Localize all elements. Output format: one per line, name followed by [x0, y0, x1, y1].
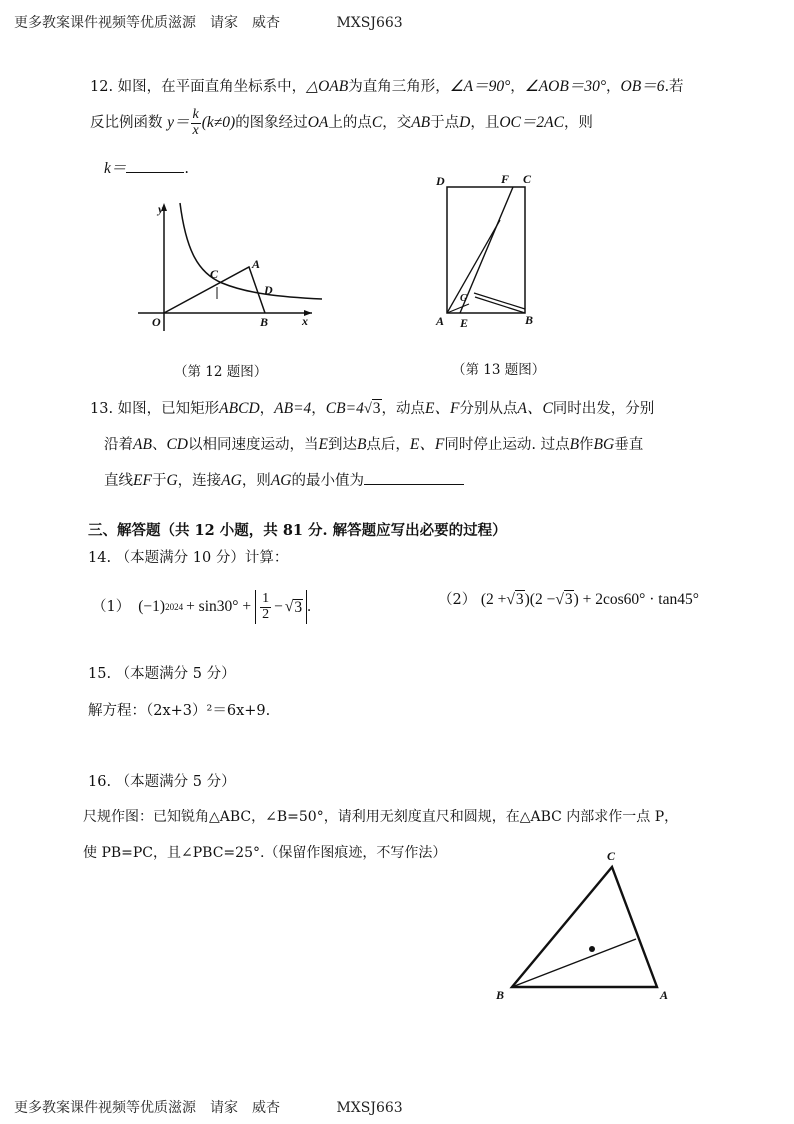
footer-code: MXSJ663 [336, 1100, 403, 1116]
label-d: D [264, 283, 273, 297]
q12-text: ，交 [382, 115, 412, 132]
label-a: A [252, 257, 261, 271]
hyperbola-curve [180, 203, 322, 299]
q14-title: 14. （本题满分 10 分）计算： [88, 550, 289, 566]
q13-text: 点后， [366, 437, 410, 453]
q14-math: . [307, 598, 311, 616]
header-code: MXSJ663 [336, 15, 403, 31]
q13-text: 同时停止运动. 过点 [444, 437, 570, 453]
label-c: C [607, 849, 616, 863]
q13-math: A、C [517, 400, 553, 417]
q13-math: EF [133, 472, 152, 489]
line-bg-1 [475, 297, 525, 313]
frac-numerator: 1 [262, 590, 270, 606]
q12-answer-blank[interactable] [126, 172, 184, 173]
q12-text: ，则 [563, 115, 593, 132]
label-f: F [501, 172, 510, 186]
q12-text: ，且 [470, 115, 500, 132]
q13-text: 分别从点 [459, 401, 518, 417]
q12-math: OA [307, 114, 329, 132]
q14-exponent: 2024 [165, 601, 184, 612]
section-3-title: 三、解答题（共 12 小题，共 81 分. 解答题应写出必要的过程） [88, 522, 507, 539]
label-c: C [210, 267, 219, 281]
q14-math: (−1) [138, 598, 166, 616]
q13-math: CB=4 [325, 400, 364, 417]
q14-sqrt: 3 [564, 591, 573, 608]
q13-text: 沿着 [104, 437, 133, 453]
q13-line3 [104, 473, 464, 489]
q13-line2 [104, 437, 643, 453]
q13-text: 于 [151, 473, 167, 489]
q12-line2 [90, 108, 593, 138]
label-a: A [660, 988, 669, 1002]
figure-13 [430, 172, 542, 332]
q13-math: G [166, 472, 178, 489]
q14-part2: （2） (2 +√3)(2 −√3) + 2cos60° · tan45° [438, 591, 699, 608]
line-ef [460, 187, 513, 313]
q14-absolute-value: $\frac{1}{2}$ − √ 3 [255, 590, 307, 624]
q14-part2-label: （2） [438, 592, 477, 608]
figure-12 [128, 195, 328, 335]
construction-point [589, 946, 595, 952]
q12-text: 反比例函数 [90, 115, 163, 132]
q14-sqrt: 3 [515, 591, 524, 608]
q13-text: 作 [579, 437, 594, 453]
q14-math: )(2 − [524, 591, 556, 608]
page-header [14, 12, 403, 32]
label-d: D [436, 174, 445, 188]
label-b: B [525, 313, 534, 327]
frac-numerator: k [192, 107, 199, 122]
q13-number: 13. [90, 401, 114, 417]
q13-math: AB [133, 436, 152, 453]
q12-math: y＝ [167, 114, 190, 132]
q12-math: k＝ [104, 160, 127, 177]
q13-math: AG [270, 472, 292, 489]
q15-title: 15. （本题满分 5 分） [88, 666, 236, 682]
q12-text: 为直角三角形， [348, 79, 450, 95]
q14-math: (2 + [480, 591, 507, 608]
figure-13-caption: （第 13 题图） [452, 362, 546, 378]
q13-text: 的最小值为 [291, 473, 364, 489]
q16-line1: 尺规作图：已知锐角△ABC，∠B=50°，请利用无刻度直尺和圆规，在△ABC 内部求作一点 P， [83, 809, 679, 825]
q14-math: ) + 2cos60° · tan45° [573, 591, 699, 608]
q13-math: E [318, 436, 328, 453]
q12-text: 的图象经过 [235, 115, 308, 132]
line-bg-2 [474, 293, 525, 309]
q12-math: ∠AOB＝30° [524, 78, 607, 95]
q13-math: E、F [425, 400, 460, 417]
q13-math: ABCD [219, 400, 260, 417]
label-b: B [496, 988, 505, 1002]
q13-math: CD [166, 436, 188, 453]
q13-sqrt: 3 [372, 400, 381, 417]
q12-math: D [459, 114, 471, 132]
q12-text: 上的点 [328, 115, 372, 132]
q16-line2: 使 PB=PC，且∠PBC=25°.（保留作图痕迹，不写作法） [83, 845, 447, 861]
q13-text: ，则 [241, 473, 271, 489]
q12-math: ∠A＝90° [449, 78, 511, 95]
label-y: y [158, 202, 164, 216]
q13-math: E、F [409, 436, 445, 453]
triangle-abc [512, 867, 657, 987]
frac-denominator: 2 [262, 606, 270, 622]
q14-math: − [274, 598, 283, 616]
label-x: x [302, 314, 308, 328]
q13-math: B [569, 436, 580, 453]
q13-line1: 13. 如图，已知矩形ABCD，AB=4，CB=4√3，动点E、F分别从点A、C同时出发，分别 [90, 400, 655, 417]
q12-math: AB [411, 114, 431, 132]
q12-text: .若 [664, 79, 684, 95]
q13-math: B [356, 436, 367, 453]
q12-math: (k≠0) [201, 114, 236, 132]
q12-line1: 12. 如图，在平面直角坐标系中，△OAB为直角三角形，∠A＝90°，∠AOB＝30°，OB＝6.若 [90, 78, 684, 95]
q13-text: 同时出发，分别 [552, 401, 655, 417]
figure-12-caption: （第 12 题图） [174, 364, 268, 380]
label-o: O [152, 315, 161, 329]
q12-text: 于点 [430, 115, 460, 132]
q12-math: △OAB [306, 78, 349, 95]
q13-text: 到达 [327, 437, 357, 453]
q12-math: C [371, 114, 383, 132]
label-b: B [260, 315, 269, 329]
figure-16 [490, 846, 680, 1006]
page-footer [14, 1097, 403, 1117]
q13-math: BG [593, 436, 615, 453]
q12-text: . [184, 161, 189, 177]
label-a: A [436, 314, 445, 328]
q13-text: 以相同速度运动，当 [187, 437, 319, 453]
q14-part1 [92, 590, 311, 624]
q14-part1-label: （1） [92, 598, 131, 615]
q13-text: 直线 [104, 473, 133, 489]
q12-math: OB＝6 [620, 78, 665, 95]
q13-answer-blank[interactable] [364, 484, 464, 485]
q13-text: ，动点 [381, 401, 426, 417]
q16-title: 16. （本题满分 5 分） [88, 774, 236, 790]
label-g: G [460, 293, 468, 304]
q13-math: AB=4 [274, 400, 312, 417]
q13-text: ，连接 [177, 473, 222, 489]
q12-text: 如图，在平面直角坐标系中， [117, 79, 307, 95]
q12-math: OC＝2AC [499, 114, 564, 132]
q13-text: 、 [151, 437, 167, 453]
label-e: E [460, 316, 469, 330]
q12-number: 12. [90, 79, 114, 95]
q13-math: AG [221, 472, 242, 489]
q13-text: 垂直 [614, 437, 644, 453]
q15-body: 解方程：（2x+3）²＝6x+9. [88, 703, 271, 719]
q12-answer-line [104, 161, 189, 177]
q14-fraction [260, 592, 271, 622]
header-text: 更多教案课件视频等优质滋源 请家 威杏 [14, 15, 280, 31]
q12-fraction [191, 108, 201, 138]
label-c: C [523, 172, 532, 186]
q14-sqrt: 3 [294, 598, 303, 616]
q13-text: 如图，已知矩形 [117, 401, 220, 417]
q14-math: + sin30° + [186, 598, 252, 616]
footer-text: 更多教案课件视频等优质滋源 请家 威杏 [14, 1100, 280, 1116]
frac-denominator: x [192, 122, 199, 138]
